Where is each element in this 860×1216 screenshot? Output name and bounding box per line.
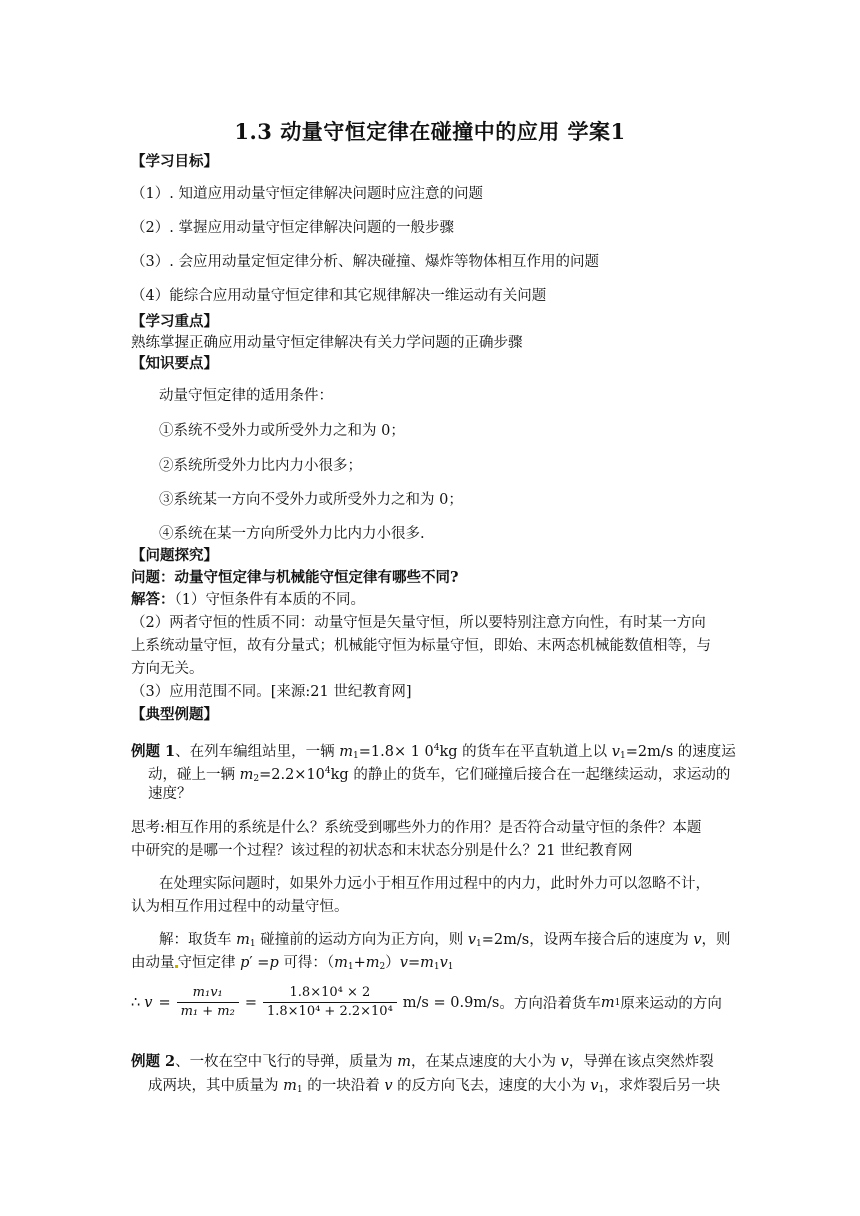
knowledge-item: ④系统在某一方向所受外力比内力小很多. xyxy=(159,526,425,542)
example1-line: 动，碰上一辆 $m_2=2.2\times 10^4kg$ 的静止的货车，它们碰撞后接合在一起继续运动，求运动的 xyxy=(148,766,731,784)
answer-line: （2）两者守恒的性质不同：动量守恒是矢量守恒，所以要特别注意方向性，有时某一方向 xyxy=(131,615,706,631)
focus-text: 熟练掌握正确应用动量守恒定律解决有关力学问题的正确步骤 xyxy=(131,335,523,351)
goals-heading: 【学习目标】 xyxy=(131,153,218,170)
goal-item: （3）. 会应用动量定恒定律分析、解决碰撞、爆炸等物体相互作用的问题 xyxy=(131,254,599,270)
example2-line: 成两块，其中质量为 $m_1$ 的一块沿着 v 的反方向飞去，速度的大小为 $v_1$，求炸裂后另一块 xyxy=(148,1078,721,1095)
formula-result: m/s = 0.9m/s xyxy=(402,994,500,1011)
answer-line: 方向无关。 xyxy=(131,661,204,677)
body-paragraph: 在处理实际问题时，如果外力远小于相互作用过程中的内力，此时外力可以忽略不计， xyxy=(159,876,710,892)
knowledge-item: ②系统所受外力比内力小很多； xyxy=(159,458,362,474)
answer-line: 解答：（1）守恒条件有本质的不同。 xyxy=(131,591,365,608)
answer-line: 上系统动量守恒，故有分量式；机械能守恒为标量守恒，即始、末两态机械能数值相等，与 xyxy=(131,638,711,654)
knowledge-heading: 【知识要点】 xyxy=(131,355,218,372)
knowledge-intro: 动量守恒定律的适用条件： xyxy=(159,388,333,404)
knowledge-item: ①系统不受外力或所受外力之和为 0； xyxy=(159,423,405,439)
question-text: 问题：动量守恒定律与机械能守恒定律有哪些不同? xyxy=(131,569,459,586)
body-paragraph: 认为相互作用过程中的动量守恒。 xyxy=(131,899,349,915)
explore-heading: 【问题探究】 xyxy=(131,547,218,564)
example1-line: 例题 1、在列车编组站里，一辆 $m_1=1.8\times 1$ $0^4kg$ 的货车在平直轨道上以 $v_1=2m/s$ 的速度运 xyxy=(131,743,736,761)
fraction: $\frac{\text{m₁v₁}}{\text{m₁ + m₂}}$ xyxy=(177,984,239,1021)
examples-heading: 【典型例题】 xyxy=(131,706,218,723)
example1-line: 速度？ xyxy=(148,786,192,802)
goal-item: （4）能综合应用动量守恒定律和其它规律解决一维运动有关问题 xyxy=(131,288,547,304)
solution-line: 解：取货车 $m_1$ 碰撞前的运动方向为正方向，则 $v_1=2m/s$，设两车接合后的速度为 v，则 xyxy=(159,932,731,949)
example-label: 例题 2 xyxy=(131,1053,176,1070)
goal-item: （2）. 掌握应用动量守恒定律解决问题的一般步骤 xyxy=(131,220,454,236)
page-title: 1.3 动量守恒定律在碰撞中的应用 学案1 xyxy=(234,119,626,144)
answer-line: （3）应用范围不同。[来源:21 世纪教育网] xyxy=(131,684,412,700)
example2-line: 例题 2、一枚在空中飞行的导弹，质量为 m，在某点速度的大小为 v，导弹在该点突然炸裂 xyxy=(131,1053,714,1070)
example-label: 例题 1 xyxy=(131,743,176,760)
answer-label: 解答： xyxy=(131,591,175,608)
solution-line: 由动量 守恒定律 p′ =p 可得：$(m_1+m_2)v=m_1v_1$ xyxy=(131,955,454,972)
solution-formula: ∴ v = $\frac{\text{m₁v₁}}{\text{m₁ + m₂}}$ = $\frac{\text{1.8×10⁴ × 2}}{\text{1.8×10⁴ + 2.2×10⁴}}$ m/s = 0.9m/s 。方向沿着货车 m 1 原来运动的方向 xyxy=(131,985,722,1019)
think-text: 中研究的是哪一个过程？该过程的初状态和末状态分别是什么？21 世纪教育网 xyxy=(131,843,633,859)
think-text: 思考:相互作用的系统是什么？系统受到哪些外力的作用？是否符合动量守恒的条件？本题 xyxy=(131,820,702,836)
knowledge-item: ③系统某一方向不受外力或所受外力之和为 0； xyxy=(159,492,463,508)
fraction: $\frac{\text{1.8×10⁴ × 2}}{\text{1.8×10⁴ + 2.2×10⁴}}$ xyxy=(263,984,397,1021)
therefore-symbol: ∴ xyxy=(131,994,141,1011)
focus-heading: 【学习重点】 xyxy=(131,313,218,330)
goal-item: （1）. 知道应用动量守恒定律解决问题时应注意的问题 xyxy=(131,186,483,202)
